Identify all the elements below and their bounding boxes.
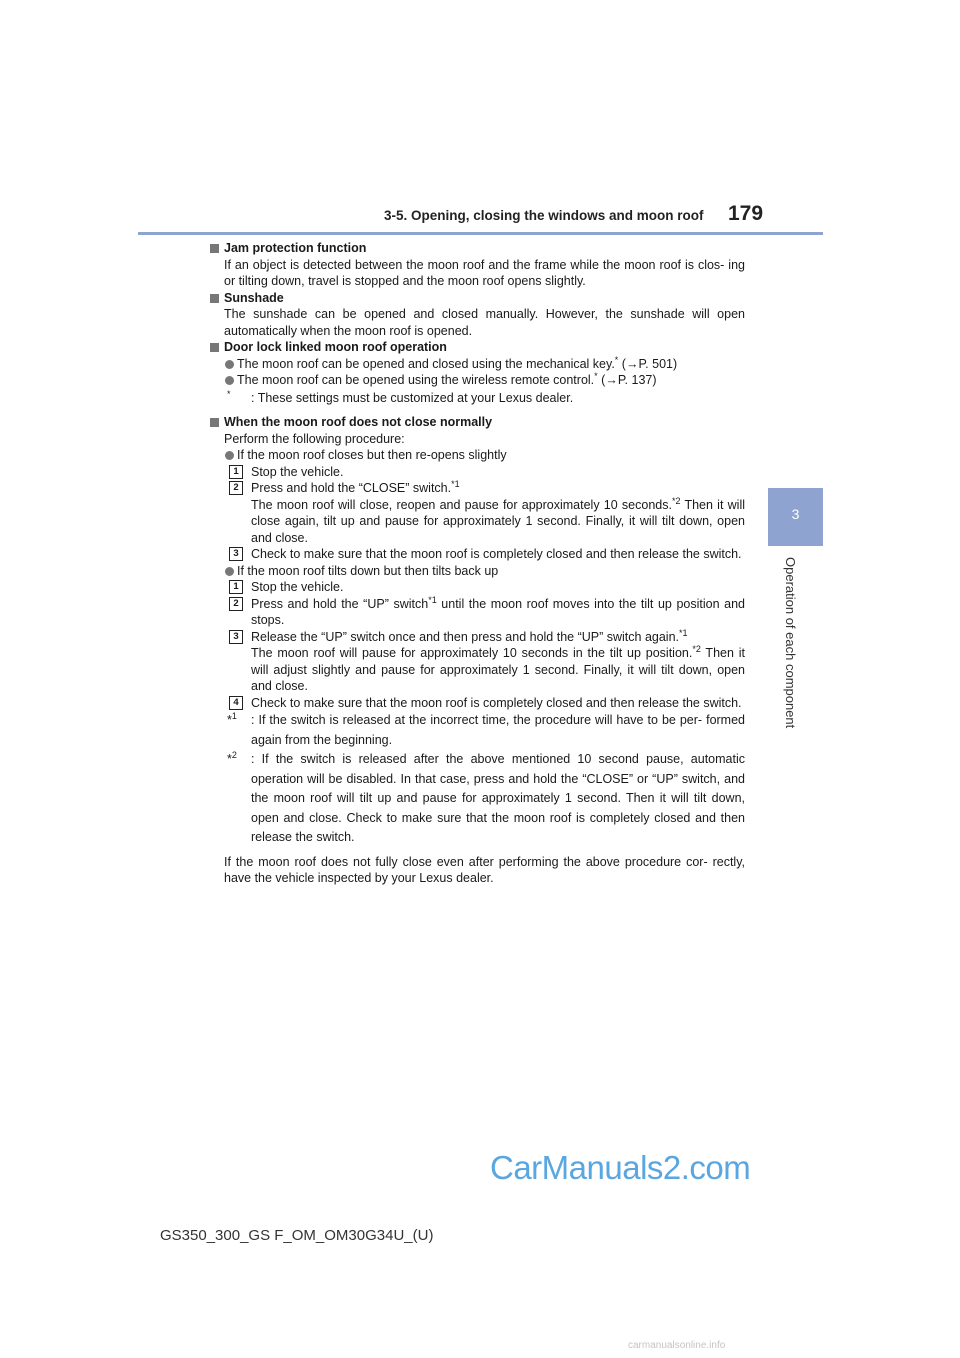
footnote-text: : If the switch is released at the incorrect time, the procedure will have to be per- formed again from the beginning. [251, 713, 745, 747]
bullet-text: If the moon roof closes but then re-opens slightly [237, 448, 507, 462]
header-section-title: 3-5. Opening, closing the windows and moon roof [384, 208, 704, 223]
step-number-badge: 2 [229, 481, 243, 495]
case2-step-4 [208, 695, 745, 712]
square-bullet-icon [210, 244, 219, 253]
chapter-tab: 3 [768, 488, 823, 546]
step-number-badge: 3 [229, 630, 243, 644]
procedure-intro: Perform the following procedure: [224, 431, 405, 446]
case2-step-1 [208, 579, 745, 596]
footnote-marker: * [594, 370, 598, 381]
bullet-text: If the moon roof tilts down but then tilts back up [237, 563, 499, 578]
case1-step-3 [208, 546, 745, 563]
footnote-marker: *1 [451, 478, 460, 489]
heading-text: When the moon roof does not close normally [224, 415, 493, 429]
footnote-text: : These settings must be customized at your Lexus dealer. [251, 390, 574, 405]
square-bullet-icon [210, 343, 219, 352]
watermark-secondary: carmanualsonline.info [628, 1340, 726, 1351]
step-text: Press and hold the “UP” switch [251, 596, 429, 611]
square-bullet-icon [210, 294, 219, 303]
page-reference-link[interactable]: (→P. 137) [601, 373, 657, 387]
step-text: Stop the vehicle. [251, 464, 344, 479]
step-number-badge: 1 [229, 580, 243, 594]
heading-text: Jam protection function [224, 241, 367, 255]
sunshade-heading [208, 290, 745, 307]
page-number: 179 [728, 202, 764, 225]
footnote-marker: * [614, 354, 619, 365]
footnote-marker: *2 [692, 643, 701, 654]
footnote-text: : If the switch is released after the above mentioned 10 second pause, automatic operation will be disabled. In that case, press and hold the “CLOSE” or “UP” switch, and the moon roof will tilt up and pause for approximately 1 second. Then it will tilt down, open and close. Check to make sure that the moon roof is completely closed and then release the switch. [251, 752, 745, 844]
jam-protection-text: If an object is detected between the moon roof and the frame while the moon roof is clos- ing or tilting down, travel is stopped and the moon roof opens slightly. [224, 257, 745, 288]
watermark-logo: CarManuals2.com [490, 1149, 751, 1186]
step-number-badge: 1 [229, 465, 243, 479]
step-text: Check to make sure that the moon roof is completely closed and then release the switch. [251, 547, 742, 561]
chapter-title-vertical: Operation of each component [783, 557, 798, 729]
door-lock-bullet-mechanical-key [208, 356, 745, 373]
round-bullet-icon [225, 451, 234, 460]
case1-step-2 [208, 480, 745, 546]
step-text: Then it will close again, tilt up and pause for approximately 1 second. Finally, it will tilt down, open and close. [251, 497, 746, 545]
page-content [208, 240, 745, 887]
door-lock-heading [208, 339, 745, 356]
footnote-marker: *1 [679, 627, 688, 638]
case2-title [208, 563, 745, 580]
heading-text: Door lock linked moon roof operation [224, 340, 447, 354]
page-reference-link[interactable]: (→P. 501) [621, 356, 678, 371]
step-text: The moon roof will pause for approximately 10 seconds in the tilt up position. [251, 646, 693, 660]
jam-protection-heading [208, 240, 745, 257]
step-text: Release the “UP” switch once and then press and hold the “UP” switch again. [251, 629, 680, 644]
step-text: Then it will adjust slightly and pause for approximately 1 second. Finally, it will tilt down, open and close. [251, 646, 745, 693]
round-bullet-icon [225, 376, 234, 385]
step-text: Stop the vehicle. [251, 580, 344, 594]
header-rule [138, 232, 823, 235]
footnote-2 [208, 750, 745, 848]
footer-document-code: GS350_300_GS F_OM_OM30G34U_(U) [160, 1227, 434, 1244]
case1-step-1 [208, 464, 745, 481]
round-bullet-icon [225, 360, 234, 369]
step-text: Press and hold the “CLOSE” switch. [251, 481, 452, 495]
step-text: Check to make sure that the moon roof is completely closed and then release the switch. [251, 695, 742, 710]
step-number-badge: 2 [229, 597, 243, 611]
heading-text: Sunshade [224, 290, 284, 305]
door-lock-bullet-remote [208, 372, 745, 389]
closing-paragraph: If the moon roof does not fully close even after performing the above procedure cor- rectly, have the vehicle inspected by your Lexus dealer. [224, 854, 745, 885]
step-number-badge: 4 [229, 696, 243, 710]
footnote-1 [208, 711, 745, 750]
footnote-marker: *$^1$ [227, 710, 237, 727]
round-bullet-icon [225, 567, 234, 576]
step-text: until the moon roof moves into the tilt up position and stops. [251, 596, 745, 627]
footnote-marker: *$^2$ [227, 749, 237, 766]
case1-title [208, 447, 745, 464]
sunshade-text: The sunshade can be opened and closed manually. However, the sunshade will open automatically when the moon roof is opened. [224, 307, 745, 338]
bullet-text: The moon roof can be opened and closed using the mechanical key. [237, 356, 615, 371]
not-close-heading [208, 414, 745, 431]
footnote-marker: *2 [671, 495, 681, 506]
case2-step-3 [208, 629, 745, 695]
door-lock-footnote [208, 389, 745, 409]
step-text: The moon roof will close, reopen and pause for approximately 10 seconds. [251, 497, 672, 512]
footnote-marker: *1 [428, 594, 437, 605]
step-number-badge: 3 [229, 547, 243, 561]
square-bullet-icon [210, 418, 219, 427]
bullet-text: The moon roof can be opened using the wireless remote control. [237, 373, 595, 387]
case2-step-2 [208, 596, 745, 629]
footnote-marker: * [227, 388, 231, 399]
